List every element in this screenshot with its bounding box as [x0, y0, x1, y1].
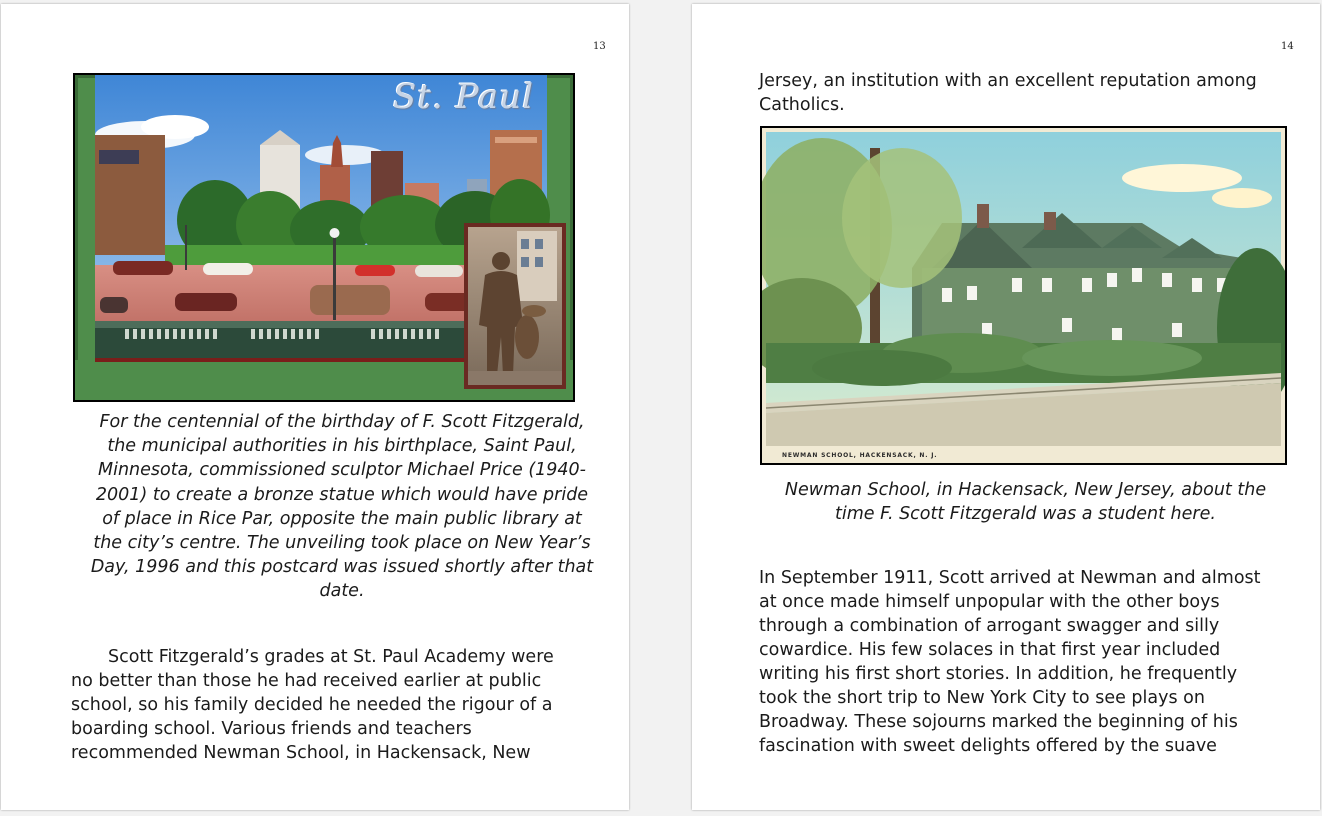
caption-line: Minnesota, commissioned sculptor Michael Price (1940-	[97, 460, 587, 481]
caption-line: the city’s centre. The unveiling took place on New Year’s	[93, 533, 591, 554]
body-line: no better than those he had received earlier at public	[71, 671, 542, 691]
body-line: Scott Fitzgerald’s grades at St. Paul Academy were	[108, 647, 554, 667]
page-13	[1, 4, 629, 810]
body-line: boarding school. Various friends and teachers	[71, 719, 472, 739]
body-line: Catholics.	[759, 95, 845, 115]
newman-school-postcard-image	[760, 126, 1287, 465]
page-number: 13	[593, 41, 606, 52]
st-paul-caption	[73, 410, 611, 604]
body-line: cowardice. His few solaces in that first year included	[759, 640, 1221, 660]
body-line: took the short trip to New York City to see plays on	[759, 688, 1205, 708]
caption-line: time F. Scott Fitzgerald was a student here.	[835, 504, 1216, 525]
st-paul-postcard-image	[73, 73, 575, 402]
newman-school-postcard-illustration	[762, 128, 1285, 463]
body-line: recommended Newman School, in Hackensack, New	[71, 743, 531, 763]
body-line: In September 1911, Scott arrived at Newman and almost	[759, 568, 1261, 588]
body-line: Broadway. These sojourns marked the beginning of his	[759, 712, 1238, 732]
page-14	[692, 4, 1320, 810]
body-line: Jersey, an institution with an excellent reputation among	[759, 71, 1257, 91]
body-text-right	[759, 566, 1314, 758]
caption-line: of place in Rice Par, opposite the main public library at	[102, 508, 582, 529]
page-number: 14	[1281, 41, 1294, 52]
caption-line: For the centennial of the birthday of F. Scott Fitzgerald,	[99, 412, 585, 432]
body-line: writing his first short stories. In addition, he frequently	[759, 664, 1238, 684]
body-line: through a combination of arrogant swagger and silly	[759, 616, 1220, 636]
st-paul-postcard-illustration	[75, 75, 573, 400]
caption-line: the municipal authorities in his birthplace, Saint Paul,	[107, 436, 577, 457]
newman-postcard-printed-caption: NEWMAN SCHOOL, HACKENSACK, N. J.	[782, 452, 938, 459]
body-line: at once made himself unpopular with the other boys	[759, 592, 1220, 612]
caption-line: date.	[319, 581, 365, 602]
caption-line: Newman School, in Hackensack, New Jersey, about the	[784, 480, 1267, 500]
intro-text-right	[759, 69, 1309, 117]
st-paul-script-title: St. Paul	[393, 77, 534, 117]
body-line: fascination with sweet delights offered by the suave	[759, 736, 1217, 756]
caption-line: Day, 1996 and this postcard was issued shortly after that	[90, 557, 594, 578]
body-line: school, so his family decided he needed the rigour of a	[71, 695, 553, 715]
caption-line: 2001) to create a bronze statue which would have pride	[95, 484, 589, 505]
body-text-left	[71, 645, 611, 765]
newman-caption	[759, 478, 1292, 526]
